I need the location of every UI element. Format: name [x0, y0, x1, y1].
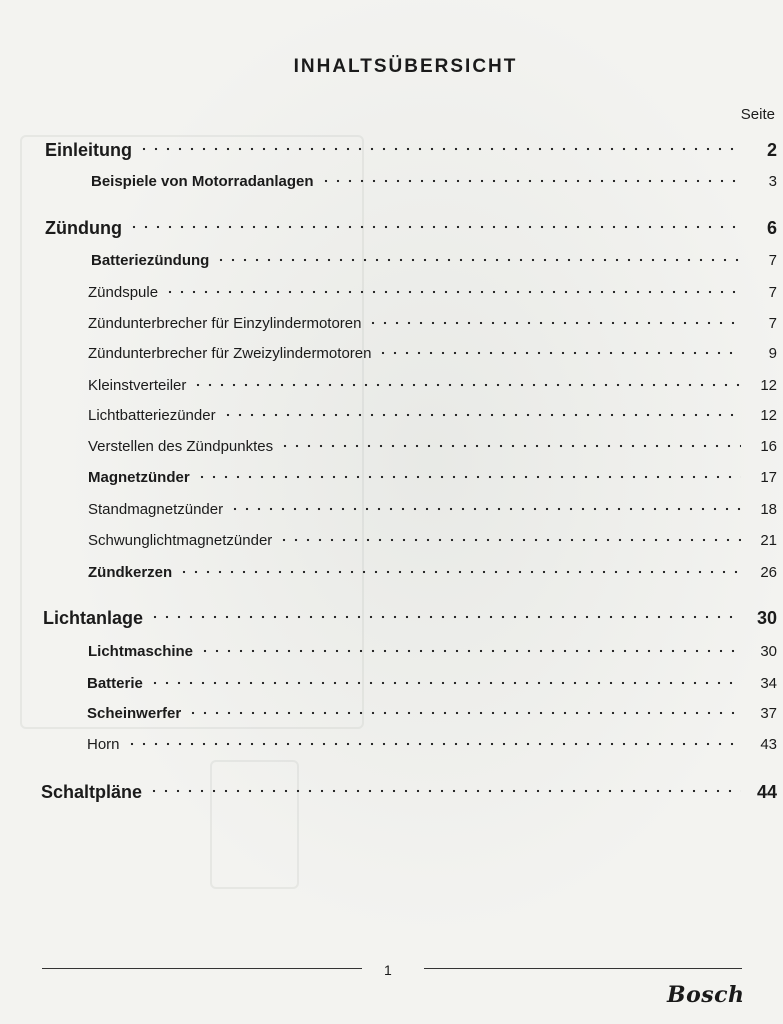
toc-entry-label: Beispiele von Motorradanlagen [91, 173, 314, 190]
toc-entry-label: Schaltpläne [41, 782, 143, 802]
toc-entry-label: Batterie [87, 675, 143, 692]
leader-dots [320, 173, 741, 188]
leader-dots [367, 315, 741, 330]
leader-dots [279, 438, 741, 453]
footer-rule-right [424, 968, 742, 969]
leader-dots [126, 736, 741, 751]
leader-dots [148, 782, 741, 800]
toc-entry-label: Kleinstverteiler [88, 377, 187, 394]
toc-entry[interactable] [88, 405, 777, 431]
toc-entry[interactable] [88, 282, 777, 308]
leader-dots [164, 284, 741, 299]
leader-dots [229, 501, 741, 516]
toc-entry-page: 7 [768, 284, 777, 301]
toc-entry-page: 43 [760, 736, 777, 753]
toc-entry-page: 6 [766, 218, 777, 238]
toc-entry[interactable] [88, 467, 777, 493]
toc-entry[interactable] [88, 530, 777, 556]
leader-dots [187, 705, 741, 720]
leader-dots [199, 643, 741, 658]
toc-entry-label: Zündunterbrecher für Einzylindermotoren [88, 315, 362, 332]
leader-dots [377, 345, 741, 360]
toc-entry-page: 12 [760, 407, 777, 424]
toc-entry[interactable] [87, 734, 777, 760]
page-title: INHALTSÜBERSICHT [293, 56, 518, 77]
toc-entry[interactable] [45, 138, 777, 164]
toc-entry[interactable] [43, 606, 777, 632]
leader-dots [215, 252, 741, 267]
toc-entry[interactable] [45, 216, 777, 242]
toc-entry-label: Magnetzünder [88, 469, 190, 486]
toc-entry-page: 2 [766, 140, 777, 160]
toc-entry[interactable] [88, 375, 777, 401]
toc-entry[interactable] [88, 436, 777, 462]
toc-entry[interactable] [88, 499, 777, 525]
toc-entry[interactable] [88, 562, 777, 588]
toc-entry[interactable] [88, 641, 777, 667]
toc-entry-page: 17 [760, 469, 777, 486]
toc-entry-page: 30 [760, 643, 777, 660]
toc-entry-label: Zündung [45, 218, 122, 238]
toc-entry-label: Lichtbatteriezünder [88, 407, 216, 424]
leader-dots [196, 469, 741, 484]
toc-entry[interactable] [87, 673, 777, 699]
leader-dots [192, 377, 741, 392]
toc-entry-page: 7 [768, 315, 777, 332]
toc-entry-label: Schwunglichtmagnetzünder [88, 532, 273, 549]
toc-entry-label: Zündkerzen [88, 564, 173, 581]
toc-entry-label: Standmagnetzünder [88, 501, 224, 518]
leader-dots [178, 564, 741, 579]
toc-entry[interactable] [91, 171, 777, 197]
leader-dots [128, 218, 741, 236]
leader-dots [222, 407, 741, 422]
toc-entry-label: Lichtmaschine [88, 643, 194, 660]
toc-entry-label: Lichtanlage [43, 608, 144, 628]
toc-entry-page: 26 [760, 564, 777, 581]
page-column-header: Seite [740, 106, 775, 123]
leader-dots [149, 675, 741, 690]
toc-entry-page: 18 [760, 501, 777, 518]
toc-entry-label: Zündspule [88, 284, 159, 301]
toc-entry-page: 7 [768, 252, 777, 269]
leader-dots [278, 532, 741, 547]
toc-entry-label: Batteriezündung [91, 252, 210, 269]
toc-entry-page: 9 [768, 345, 777, 362]
toc-entry-page: 12 [760, 377, 777, 394]
toc-entry[interactable] [87, 703, 777, 729]
toc-entry-page: 21 [760, 532, 777, 549]
bosch-logo: Bosch [667, 982, 745, 1008]
toc-entry[interactable] [41, 780, 777, 806]
toc-entry-label: Einleitung [45, 140, 132, 160]
footer-page-number: 1 [384, 962, 392, 978]
leader-dots [149, 608, 741, 626]
toc-entry-page: 16 [760, 438, 777, 455]
toc-entry-page: 34 [760, 675, 777, 692]
toc-entry-label: Verstellen des Zündpunktes [88, 438, 274, 455]
toc-entry[interactable] [88, 313, 777, 339]
toc-entry-label: Scheinwerfer [87, 705, 182, 722]
footer-rule-left [42, 968, 362, 969]
toc-entry-page: 3 [768, 173, 777, 190]
toc-entry[interactable] [88, 343, 777, 369]
leader-dots [138, 140, 741, 158]
toc-entry[interactable] [91, 250, 777, 276]
toc-entry-page: 44 [756, 782, 777, 802]
toc-entry-label: Zündunterbrecher für Zweizylindermotoren [88, 345, 372, 362]
toc-entry-label: Horn [87, 736, 120, 753]
toc-entry-page: 30 [756, 608, 777, 628]
toc-entry-page: 37 [760, 705, 777, 722]
